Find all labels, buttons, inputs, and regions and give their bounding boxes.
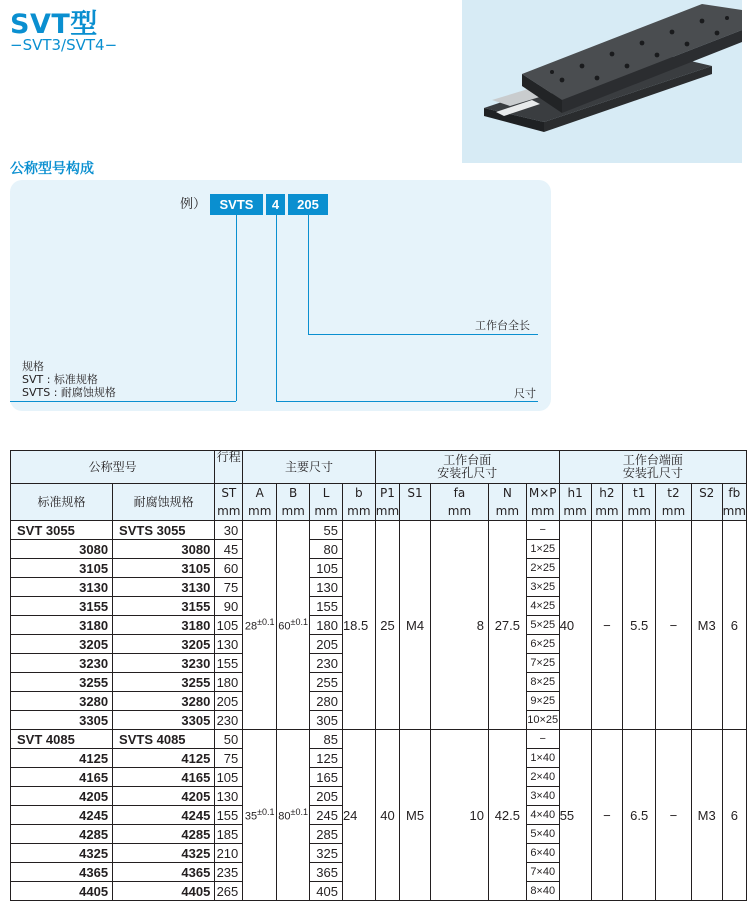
cell-std-model: 4205 [11, 787, 113, 806]
cell-std-model: 3130 [11, 578, 113, 597]
cell-stroke: 105 [215, 616, 243, 635]
hdr-col-5: P1 [375, 484, 399, 503]
hdr-unit-5: mm [375, 502, 399, 521]
cell-fb: 6 [722, 730, 746, 901]
cell-std-model: 3180 [11, 616, 113, 635]
cell-corr-model: 3255 [113, 673, 215, 692]
cell-A [243, 730, 277, 901]
leader-spec [236, 215, 237, 401]
cell-L: 405 [310, 882, 343, 901]
hdr-col-11: h2 [591, 484, 623, 503]
cell-stroke: 130 [215, 787, 243, 806]
cell-MxP: 8×25 [526, 673, 559, 692]
cell-L: 365 [310, 863, 343, 882]
hdr-unit-1: mm [243, 502, 277, 521]
cell-corr-model: 3180 [113, 616, 215, 635]
cell-L: 325 [310, 844, 343, 863]
cell-B [277, 521, 310, 730]
hdr-col-7: fa [430, 484, 488, 503]
cell-fa: 8 [430, 521, 488, 730]
hdr-table-face: 工作台面 安装孔尺寸 [375, 451, 559, 484]
hdr-unit-3: mm [310, 502, 343, 521]
cell-L: 285 [310, 825, 343, 844]
cell-std-model: 4125 [11, 749, 113, 768]
hdr-stroke: 行程 [215, 451, 243, 484]
cell-stroke: 235 [215, 863, 243, 882]
label-size: 尺寸 [514, 387, 536, 400]
cell-std-model: 3230 [11, 654, 113, 673]
hdr-unit-13: mm [656, 502, 692, 521]
cell-stroke: 180 [215, 673, 243, 692]
hdr-corr: 耐腐蚀规格 [113, 484, 215, 521]
cell-stroke: 210 [215, 844, 243, 863]
cell-stroke: 60 [215, 559, 243, 578]
cell-corr-model: 4205 [113, 787, 215, 806]
cell-MxP: 5×40 [526, 825, 559, 844]
cell-stroke: 105 [215, 768, 243, 787]
spec-legend [22, 360, 116, 399]
cell-std-model: 3105 [11, 559, 113, 578]
hdr-col-2: B [277, 484, 310, 503]
cell-t2: − [656, 730, 692, 901]
cell-corr-model: 3205 [113, 635, 215, 654]
hdr-unit-4: mm [342, 502, 375, 521]
cell-L: 205 [310, 787, 343, 806]
cell-L: 80 [310, 540, 343, 559]
hdr-col-0: ST [215, 484, 243, 503]
cell-MxP: 1×25 [526, 540, 559, 559]
hdr-unit-8: mm [489, 502, 527, 521]
hdr-unit-9: mm [526, 502, 559, 521]
spec-line-1: 规格 [22, 360, 44, 373]
product-photo [462, 0, 742, 163]
hdr-std: 标准规格 [11, 484, 113, 521]
value-A: 28 [244, 620, 258, 633]
cell-std-model: 3255 [11, 673, 113, 692]
section-title: 公称型号构成 [10, 161, 94, 177]
hdr-unit-11: mm [591, 502, 623, 521]
cell-L: 245 [310, 806, 343, 825]
cell-P1: 40 [375, 730, 399, 901]
cell-stroke: 265 [215, 882, 243, 901]
hdr-col-8: N [489, 484, 527, 503]
hdr-unit-0: mm [215, 502, 243, 521]
cell-N: 27.5 [489, 521, 527, 730]
cell-stroke: 30 [215, 521, 243, 540]
cell-MxP: 4×40 [526, 806, 559, 825]
example-label: 例） [180, 197, 207, 212]
cell-MxP: 7×25 [526, 654, 559, 673]
hdr-model: 公称型号 [11, 451, 215, 484]
cell-corr-model: 4125 [113, 749, 215, 768]
cell-std-model: 4325 [11, 844, 113, 863]
cell-L: 130 [310, 578, 343, 597]
cell-stroke: 205 [215, 692, 243, 711]
cell-std-model: 3205 [11, 635, 113, 654]
hdr-unit-15: mm [722, 502, 746, 521]
cell-corr-model: 3305 [113, 711, 215, 730]
cell-std-model: SVT 4085 [11, 730, 113, 749]
cell-L: 205 [310, 635, 343, 654]
cell-corr-model: 4165 [113, 768, 215, 787]
hdr-col-12: t1 [623, 484, 656, 503]
table-row [11, 730, 747, 749]
cell-corr-model: 4405 [113, 882, 215, 901]
cell-S2: M3 [691, 521, 722, 730]
cell-L: 155 [310, 597, 343, 616]
cell-S1: M5 [400, 730, 431, 901]
code-length-box: 205 [288, 194, 328, 215]
cell-std-model: 3280 [11, 692, 113, 711]
cell-b: 24 [342, 730, 375, 901]
cell-std-model: 4405 [11, 882, 113, 901]
cell-corr-model: 4285 [113, 825, 215, 844]
cell-N: 42.5 [489, 730, 527, 901]
hdr-unit-7: mm [430, 502, 488, 521]
cell-MxP: 3×25 [526, 578, 559, 597]
tolerance-A: ±0.1 [257, 617, 275, 628]
cell-corr-model: 4325 [113, 844, 215, 863]
hdr-unit-14 [691, 502, 722, 521]
tolerance-B: ±0.1 [290, 617, 308, 628]
cell-stroke: 45 [215, 540, 243, 559]
cell-MxP: 7×40 [526, 863, 559, 882]
cell-L: 305 [310, 711, 343, 730]
cell-L: 180 [310, 616, 343, 635]
value-B: 60 [278, 620, 291, 633]
leader-spec-h [10, 401, 236, 402]
cell-MxP: 9×25 [526, 692, 559, 711]
leader-size-h [276, 401, 538, 402]
cell-L: 230 [310, 654, 343, 673]
cell-corr-model: 3130 [113, 578, 215, 597]
cell-std-model: 4285 [11, 825, 113, 844]
hdr-table-end: 工作台端面 安装孔尺寸 [559, 451, 746, 484]
cell-MxP: − [526, 521, 559, 540]
model-code-diagram [10, 180, 551, 411]
cell-corr-model: 4245 [113, 806, 215, 825]
cell-stroke: 50 [215, 730, 243, 749]
cell-t2: − [656, 521, 692, 730]
cell-MxP: 1×40 [526, 749, 559, 768]
hdr-col-4: b [342, 484, 375, 503]
cell-std-model: SVT 3055 [11, 521, 113, 540]
cell-corr-model: 3105 [113, 559, 215, 578]
cell-corr-model: SVTS 4085 [113, 730, 215, 749]
cell-stroke: 155 [215, 654, 243, 673]
hdr-col-14: S2 [691, 484, 722, 503]
hdr-unit-2: mm [277, 502, 310, 521]
cell-L: 255 [310, 673, 343, 692]
cell-t1: 6.5 [623, 730, 656, 901]
value-B: 80 [278, 810, 291, 823]
cell-L: 55 [310, 521, 343, 540]
tolerance-A: ±0.1 [257, 807, 275, 818]
cell-corr-model: 3155 [113, 597, 215, 616]
cell-L: 85 [310, 730, 343, 749]
cell-stroke: 90 [215, 597, 243, 616]
tolerance-B: ±0.1 [290, 807, 308, 818]
cell-h2: − [591, 521, 623, 730]
cell-L: 280 [310, 692, 343, 711]
cell-std-model: 4165 [11, 768, 113, 787]
code-size-box: 4 [266, 194, 285, 215]
cell-L: 125 [310, 749, 343, 768]
cell-stroke: 75 [215, 749, 243, 768]
hdr-col-13: t2 [656, 484, 692, 503]
hdr-col-9: M×P [526, 484, 559, 503]
cell-stroke: 185 [215, 825, 243, 844]
cell-fb: 6 [722, 521, 746, 730]
cell-std-model: 4365 [11, 863, 113, 882]
hdr-col-1: A [243, 484, 277, 503]
cell-MxP: 2×25 [526, 559, 559, 578]
cell-std-model: 3305 [11, 711, 113, 730]
page-subtitle: −SVT3/SVT4− [10, 36, 118, 54]
cell-h1: 40 [559, 521, 591, 730]
cell-h2: − [591, 730, 623, 901]
hdr-unit-10: mm [559, 502, 591, 521]
cell-stroke: 75 [215, 578, 243, 597]
cell-A [243, 521, 277, 730]
hdr-col-10: h1 [559, 484, 591, 503]
spec-table [10, 450, 747, 901]
linear-stage-image [462, 0, 742, 163]
cell-MxP: 3×40 [526, 787, 559, 806]
cell-h1: 55 [559, 730, 591, 901]
hdr-main-dims: 主要尺寸 [243, 451, 376, 484]
cell-corr-model: 3280 [113, 692, 215, 711]
cell-B [277, 730, 310, 901]
cell-t1: 5.5 [623, 521, 656, 730]
label-table-length: 工作台全长 [475, 319, 530, 332]
hdr-col-15: fb [722, 484, 746, 503]
cell-corr-model: 3080 [113, 540, 215, 559]
cell-MxP: 10×25 [526, 711, 559, 730]
leader-length-h [308, 334, 538, 335]
cell-corr-model: 4365 [113, 863, 215, 882]
cell-MxP: 8×40 [526, 882, 559, 901]
page-title: SVT型 [10, 9, 98, 40]
cell-S1: M4 [400, 521, 431, 730]
cell-b: 18.5 [342, 521, 375, 730]
cell-MxP: 5×25 [526, 616, 559, 635]
hdr-col-6: S1 [400, 484, 431, 503]
cell-MxP: 6×40 [526, 844, 559, 863]
cell-MxP: 6×25 [526, 635, 559, 654]
cell-fa: 10 [430, 730, 488, 901]
hdr-col-3: L [310, 484, 343, 503]
code-series-box: SVTS [210, 194, 263, 215]
cell-std-model: 3155 [11, 597, 113, 616]
cell-corr-model: 3230 [113, 654, 215, 673]
cell-MxP: − [526, 730, 559, 749]
hdr-unit-6 [400, 502, 431, 521]
cell-std-model: 3080 [11, 540, 113, 559]
leader-length [308, 215, 309, 334]
leader-size [276, 215, 277, 401]
cell-stroke: 230 [215, 711, 243, 730]
cell-P1: 25 [375, 521, 399, 730]
table-row [11, 521, 747, 540]
value-A: 35 [244, 810, 258, 823]
cell-MxP: 2×40 [526, 768, 559, 787]
hdr-unit-12: mm [623, 502, 656, 521]
spec-line-2: SVT : 标准规格 [22, 373, 98, 386]
cell-stroke: 155 [215, 806, 243, 825]
cell-stroke: 130 [215, 635, 243, 654]
cell-L: 105 [310, 559, 343, 578]
spec-line-3: SVTS : 耐腐蚀规格 [22, 386, 116, 399]
cell-S2: M3 [691, 730, 722, 901]
cell-L: 165 [310, 768, 343, 787]
cell-corr-model: SVTS 3055 [113, 521, 215, 540]
cell-MxP: 4×25 [526, 597, 559, 616]
cell-std-model: 4245 [11, 806, 113, 825]
